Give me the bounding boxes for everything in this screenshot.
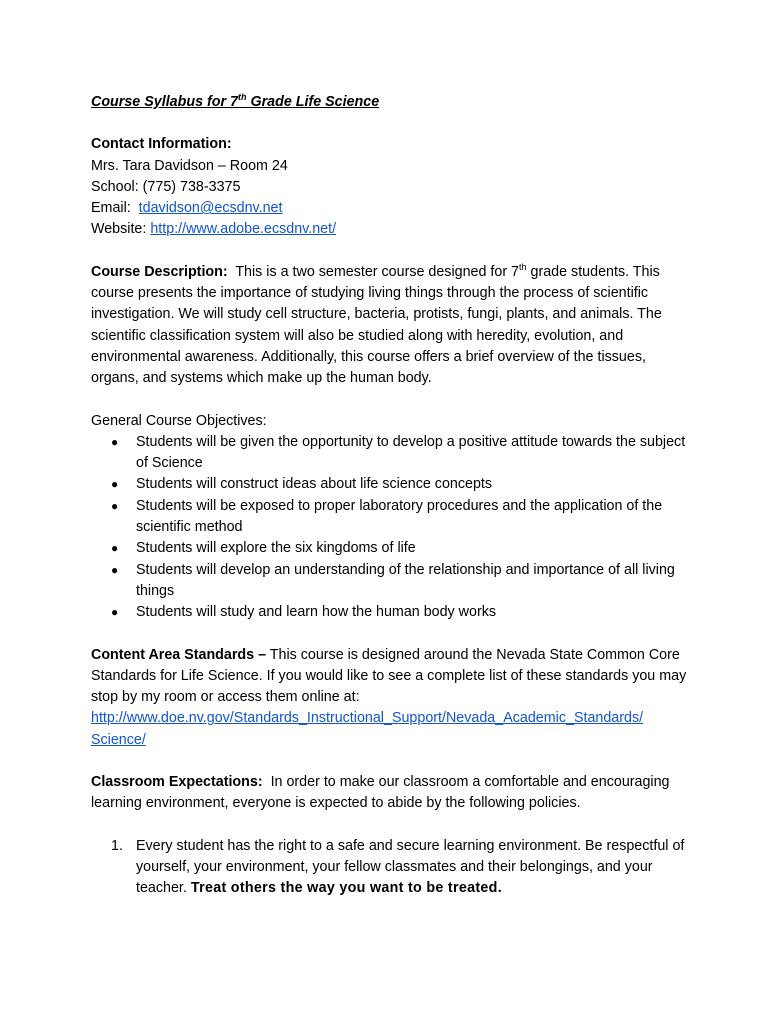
list-item: 1. Every student has the right to a safe and secure learning environment. Be respectful of yourself, your environment, your fellow classmates and their belongings, and your teacher. Treat others the way you want to be treated. <box>111 837 685 897</box>
expectations-list <box>91 836 691 900</box>
teacher-line: Mrs. Tara Davidson – Room 24 <box>91 157 288 174</box>
list-item: ● Students will construct ideas about life science concepts <box>91 474 691 495</box>
website-line <box>91 219 691 240</box>
objectives-list <box>91 432 691 624</box>
bullet-icon: ● <box>111 434 119 449</box>
item-number: 1. <box>111 837 123 854</box>
expectations-heading: Classroom Expectations: <box>91 774 263 791</box>
standards-link[interactable]: http://www.doe.nv.gov/Standards_Instructional_Support/Nevada_Academic_Standards/ Science/ <box>91 710 644 748</box>
page-title: Course Syllabus for 7th Grade Life Science <box>91 92 380 110</box>
golden-rule: Treat others the way you want to be treated. <box>190 880 502 897</box>
email-label: Email: <box>91 200 139 217</box>
bullet-icon: ● <box>111 605 119 620</box>
bullet-icon: ● <box>111 562 119 577</box>
bullet-icon: ● <box>111 498 119 513</box>
title-superscript: th <box>237 92 247 103</box>
objectives-heading: General Course Objectives: <box>91 412 267 429</box>
contact-section <box>91 134 691 240</box>
school-phone: School: (775) 738-3375 <box>91 178 241 195</box>
list-item: ● Students will be given the opportunity to develop a positive attitude towards the subject of Science <box>111 433 686 472</box>
standards-section: Content Area Standards – This course is designed around the Nevada State Common Core Standards for Life Science. If you would like to see a complete list of these standards you may stop by my room or access them online at: http://www.doe.nv.gov/Standards_Instructional_Support/Nevada_Academic_Standards/ Science/ <box>91 646 687 748</box>
objectives-section <box>91 411 691 624</box>
list-item: ● Students will study and learn how the human body works <box>91 602 691 623</box>
expectations-section: Classroom Expectations: In order to make our classroom a comfortable and encouraging learning environment, everyone is expected to abide by the following policies. 1. Every student has the right to a safe and secure learning environment. Be respectful of yourself, your environment, your fellow classmates and their belongings, and your teacher. Treat others the way you want to be treated. <box>91 772 691 899</box>
bullet-icon: ● <box>111 477 119 492</box>
description-heading: Course Description: <box>91 263 228 280</box>
list-item: ● Students will be exposed to proper laboratory procedures and the application of the scientific method <box>111 497 663 536</box>
standards-heading: Content Area Standards – <box>91 646 267 663</box>
list-item: ● Students will develop an understanding of the relationship and importance of all living things <box>111 561 675 599</box>
list-item: ● Students will explore the six kingdoms of life <box>91 538 691 559</box>
email-link[interactable]: tdavidson@ecsdnv.net <box>138 200 283 217</box>
email-line <box>91 198 691 219</box>
website-label: Website: <box>91 221 151 238</box>
bullet-icon: ● <box>111 541 119 556</box>
document-body <box>91 92 691 900</box>
contact-heading: Contact Information: <box>91 136 232 153</box>
description-superscript: th <box>519 262 527 273</box>
course-description: Course Description: This is a two semester course designed for 7th grade students. This course presents the importance of studying living things through the process of scientific investigation. We will study cell structure, bacteria, protists, fungi, plants, and animals. The scientific classification system will also be studied along with heredity, evolution, and environmental awareness. Additionally, this course offers a brief overview of the tissues, organs, and systems which make up the human body. <box>91 262 662 387</box>
website-link[interactable]: http://www.adobe.ecsdnv.net/ <box>150 221 337 238</box>
